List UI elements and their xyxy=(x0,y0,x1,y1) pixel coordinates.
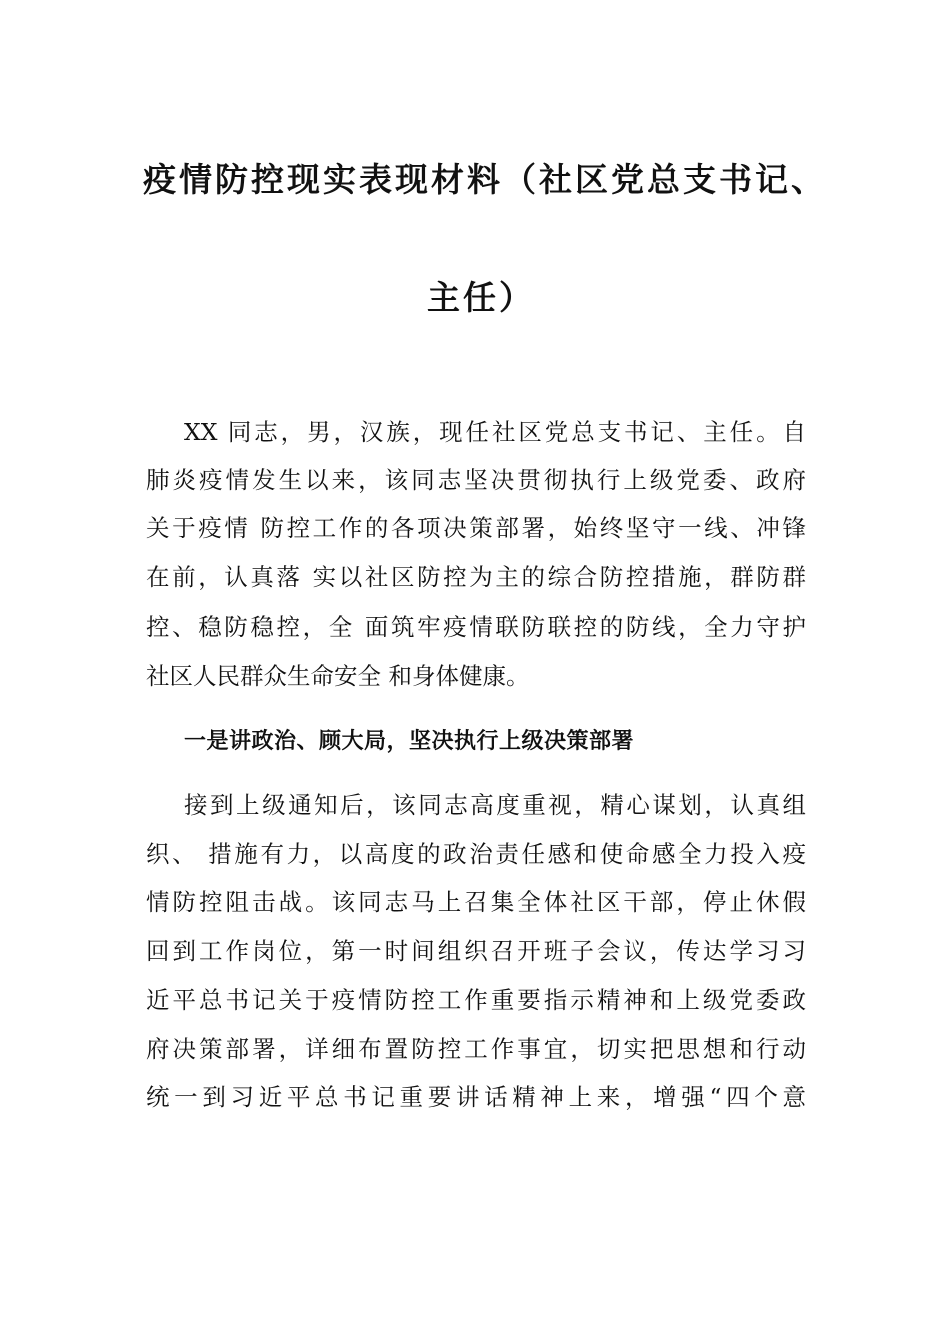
paragraph-2-line-2: 织、 措施有力，以高度的政治责任感和使命感全力投入疫 xyxy=(146,840,806,868)
document-title-line-2: 主任） xyxy=(427,278,535,317)
paragraph-2-line-5: 近平总书记关于疫情防控工作重要指示精神和上级党委政 xyxy=(146,986,806,1014)
document-title-line-1: 疫情防控现实表现材料（社区党总支书记、 xyxy=(143,160,827,199)
paragraph-2-line-1: 接到上级通知后，该同志高度重视，精心谋划，认真组 xyxy=(184,791,806,819)
paragraph-1-line-4: 在前，认真落 实以社区防控为主的综合防控措施，群防群 xyxy=(146,563,806,591)
paragraph-1-line-6: 社区人民群众生命安全 和身体健康。 xyxy=(146,662,530,690)
paragraph-2-line-3: 情防控阻击战。该同志马上召集全体社区干部，停止休假 xyxy=(146,888,806,916)
section-heading-1: 一是讲政治、顾大局，坚决执行上级决策部署 xyxy=(184,729,635,754)
paragraph-2-line-7: 统一到习近平总书记重要讲话精神上来，增强“四个意 xyxy=(146,1083,806,1111)
paragraph-1-line-1: XX 同志，男，汉族，现任社区党总支书记、主任。自 xyxy=(184,418,806,446)
paragraph-2-line-6: 府决策部署，详细布置防控工作事宜，切实把思想和行动 xyxy=(146,1035,806,1063)
paragraph-1-line-3: 关于疫情 防控工作的各项决策部署，始终坚守一线、冲锋 xyxy=(146,514,806,542)
paragraph-1-line-5: 控、稳防稳控，全 面筑牢疫情联防联控的防线，全力守护 xyxy=(146,613,806,641)
paragraph-2-line-4: 回到工作岗位，第一时间组织召开班子会议，传达学习习 xyxy=(146,937,806,965)
paragraph-1-line-2: 肺炎疫情发生以来，该同志坚决贯彻执行上级党委、政府 xyxy=(146,466,806,494)
